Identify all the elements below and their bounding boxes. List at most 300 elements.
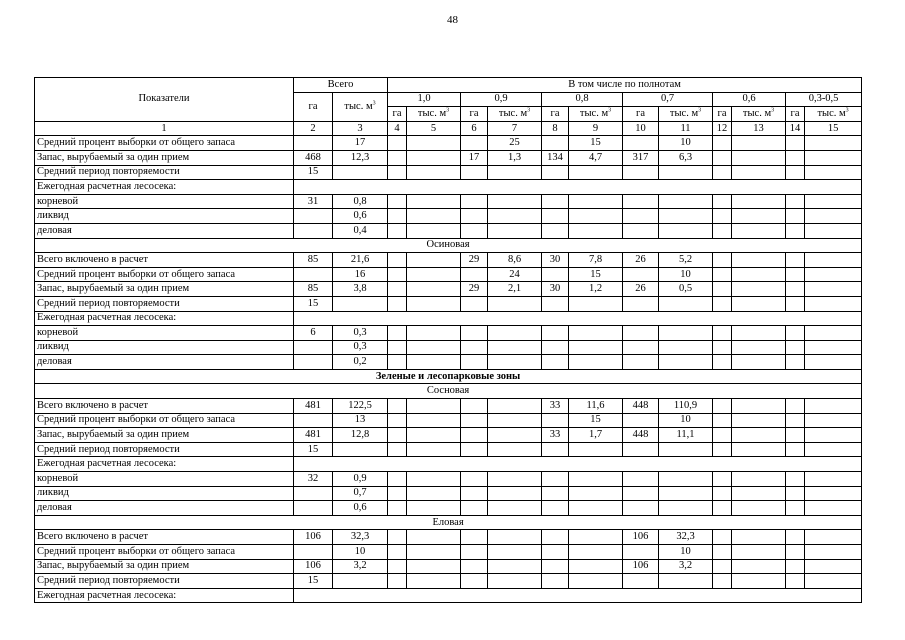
table-cell bbox=[488, 194, 542, 209]
header-density-5: 0,3-0,5 bbox=[786, 92, 862, 107]
table-cell bbox=[805, 442, 862, 457]
column-number: 12 bbox=[713, 121, 732, 136]
row-label: корневой bbox=[35, 194, 294, 209]
table-cell bbox=[569, 223, 623, 238]
table-cell bbox=[805, 209, 862, 224]
table-cell: 3,2 bbox=[333, 559, 388, 574]
table-cell bbox=[805, 574, 862, 589]
table-cell bbox=[542, 267, 569, 282]
table-cell bbox=[388, 442, 407, 457]
table-cell bbox=[732, 472, 786, 487]
table-cell bbox=[461, 355, 488, 370]
row-label: Средний период повторяемости bbox=[35, 442, 294, 457]
table-cell bbox=[461, 194, 488, 209]
table-cell: 3,2 bbox=[659, 559, 713, 574]
table-cell bbox=[805, 486, 862, 501]
table-cell bbox=[294, 223, 333, 238]
table-cell bbox=[805, 253, 862, 268]
table-cell bbox=[732, 267, 786, 282]
column-number: 2 bbox=[294, 121, 333, 136]
table-cell bbox=[333, 165, 388, 180]
table-cell bbox=[732, 136, 786, 151]
table-cell: 448 bbox=[623, 399, 659, 414]
table-cell bbox=[732, 574, 786, 589]
table-cell bbox=[805, 399, 862, 414]
table-cell bbox=[407, 223, 461, 238]
header-density-ths: тыс. $м^3$ bbox=[488, 107, 542, 122]
table-cell bbox=[542, 501, 569, 516]
column-number: 1 bbox=[35, 121, 294, 136]
table-cell bbox=[407, 267, 461, 282]
table-cell: 29 bbox=[461, 253, 488, 268]
row-label: Ежегодная расчетная лесосека: bbox=[35, 180, 294, 195]
column-number: 6 bbox=[461, 121, 488, 136]
table-cell: 15 bbox=[294, 574, 333, 589]
header-density-4: 0,6 bbox=[713, 92, 786, 107]
table-row bbox=[35, 574, 862, 589]
table-cell bbox=[623, 296, 659, 311]
table-cell: 122,5 bbox=[333, 399, 388, 414]
page-number: 48 bbox=[447, 14, 458, 26]
row-label: Всего включено в расчет bbox=[35, 530, 294, 545]
table-cell bbox=[542, 545, 569, 560]
table-cell bbox=[732, 326, 786, 341]
row-label: ликвид bbox=[35, 486, 294, 501]
table-cell bbox=[732, 413, 786, 428]
table-cell bbox=[542, 165, 569, 180]
column-number: 14 bbox=[786, 121, 805, 136]
row-label: Средний процент выборки от общего запаса bbox=[35, 413, 294, 428]
column-number: 7 bbox=[488, 121, 542, 136]
table-cell bbox=[294, 588, 862, 603]
column-number: 8 bbox=[542, 121, 569, 136]
table-cell bbox=[388, 326, 407, 341]
table-cell bbox=[461, 267, 488, 282]
table-cell bbox=[786, 442, 805, 457]
table-cell: 134 bbox=[542, 150, 569, 165]
table-cell bbox=[786, 296, 805, 311]
table-cell bbox=[623, 165, 659, 180]
table-cell bbox=[388, 282, 407, 297]
table-cell bbox=[333, 574, 388, 589]
table-cell bbox=[786, 194, 805, 209]
table-cell bbox=[805, 428, 862, 443]
table-row bbox=[35, 501, 862, 516]
table-cell bbox=[388, 165, 407, 180]
table-cell bbox=[388, 253, 407, 268]
row-label: Ежегодная расчетная лесосека: bbox=[35, 311, 294, 326]
table-cell bbox=[623, 194, 659, 209]
table-cell bbox=[542, 223, 569, 238]
table-cell bbox=[623, 340, 659, 355]
table-cell bbox=[407, 413, 461, 428]
table-cell: 32 bbox=[294, 472, 333, 487]
row-label: Средний процент выборки от общего запаса bbox=[35, 267, 294, 282]
table-row bbox=[35, 209, 862, 224]
table-cell bbox=[732, 209, 786, 224]
row-label: корневой bbox=[35, 472, 294, 487]
table-cell: 15 bbox=[569, 136, 623, 151]
table-cell bbox=[659, 574, 713, 589]
table-cell bbox=[488, 209, 542, 224]
table-cell bbox=[713, 223, 732, 238]
table-cell: 26 bbox=[623, 253, 659, 268]
table-cell bbox=[805, 267, 862, 282]
table-cell bbox=[461, 165, 488, 180]
table-cell bbox=[407, 530, 461, 545]
header-total: Всего bbox=[294, 78, 388, 93]
row-label: деловая bbox=[35, 223, 294, 238]
table-cell bbox=[388, 267, 407, 282]
table-cell bbox=[388, 355, 407, 370]
table-cell bbox=[488, 355, 542, 370]
table-cell: 7,8 bbox=[569, 253, 623, 268]
table-cell bbox=[623, 413, 659, 428]
table-cell bbox=[407, 472, 461, 487]
table-cell bbox=[407, 136, 461, 151]
table-cell bbox=[786, 355, 805, 370]
table-cell bbox=[294, 545, 333, 560]
table-cell: 15 bbox=[294, 296, 333, 311]
header-density-3: 0,7 bbox=[623, 92, 713, 107]
table-cell: 0,6 bbox=[333, 209, 388, 224]
row-label: Всего включено в расчет bbox=[35, 253, 294, 268]
table-cell bbox=[488, 340, 542, 355]
section-heading: Еловая bbox=[35, 515, 862, 530]
table-cell bbox=[388, 209, 407, 224]
table-cell bbox=[388, 559, 407, 574]
table-row bbox=[35, 486, 862, 501]
table-cell bbox=[294, 267, 333, 282]
row-label: Ежегодная расчетная лесосека: bbox=[35, 457, 294, 472]
table-cell bbox=[461, 501, 488, 516]
table-cell bbox=[388, 472, 407, 487]
table-cell bbox=[388, 428, 407, 443]
table-cell bbox=[659, 355, 713, 370]
table-cell bbox=[786, 428, 805, 443]
column-number: 4 bbox=[388, 121, 407, 136]
table-cell bbox=[805, 530, 862, 545]
table-cell bbox=[623, 326, 659, 341]
header-density-ths: тыс. $м^3$ bbox=[659, 107, 713, 122]
table-cell bbox=[805, 282, 862, 297]
table-cell bbox=[461, 296, 488, 311]
header-density-ths: тыс. $м^3$ bbox=[569, 107, 623, 122]
table-cell: 0,3 bbox=[333, 340, 388, 355]
table-cell bbox=[623, 545, 659, 560]
table-cell bbox=[388, 501, 407, 516]
table-cell: 1,3 bbox=[488, 150, 542, 165]
table-cell bbox=[805, 223, 862, 238]
column-number: 11 bbox=[659, 121, 713, 136]
header-density-1: 0,9 bbox=[461, 92, 542, 107]
table-cell bbox=[407, 399, 461, 414]
section-heading: Сосновая bbox=[35, 384, 862, 399]
table-cell bbox=[488, 326, 542, 341]
table-cell: 0,7 bbox=[333, 486, 388, 501]
table-cell bbox=[388, 486, 407, 501]
table-cell bbox=[407, 501, 461, 516]
table-cell bbox=[786, 267, 805, 282]
table-cell bbox=[542, 209, 569, 224]
table-cell bbox=[388, 399, 407, 414]
table-cell bbox=[732, 501, 786, 516]
table-cell bbox=[388, 136, 407, 151]
table-cell: 11,6 bbox=[569, 399, 623, 414]
table-cell bbox=[569, 486, 623, 501]
table-cell bbox=[713, 428, 732, 443]
table-row bbox=[35, 282, 862, 297]
table-cell bbox=[713, 194, 732, 209]
table-cell: 106 bbox=[623, 530, 659, 545]
header-total-ha: га bbox=[294, 92, 333, 121]
row-label: ликвид bbox=[35, 209, 294, 224]
table-cell bbox=[569, 194, 623, 209]
table-cell bbox=[732, 559, 786, 574]
header-density-ha: га bbox=[542, 107, 569, 122]
table-cell bbox=[542, 442, 569, 457]
table-cell bbox=[786, 559, 805, 574]
header-density-2: 0,8 bbox=[542, 92, 623, 107]
table-cell bbox=[407, 355, 461, 370]
table-cell bbox=[713, 399, 732, 414]
table-cell bbox=[461, 545, 488, 560]
row-label: ликвид bbox=[35, 340, 294, 355]
table-cell: 10 bbox=[333, 545, 388, 560]
table-cell bbox=[805, 413, 862, 428]
table-cell bbox=[713, 282, 732, 297]
table-cell bbox=[542, 136, 569, 151]
table-cell bbox=[659, 486, 713, 501]
table-cell bbox=[294, 209, 333, 224]
table-cell bbox=[659, 223, 713, 238]
table-cell: 10 bbox=[659, 413, 713, 428]
table-cell bbox=[388, 340, 407, 355]
table-cell bbox=[388, 296, 407, 311]
table-cell bbox=[488, 472, 542, 487]
table-cell bbox=[713, 442, 732, 457]
table-cell bbox=[569, 340, 623, 355]
table-cell: 33 bbox=[542, 428, 569, 443]
table-cell bbox=[713, 355, 732, 370]
table-cell: 1,2 bbox=[569, 282, 623, 297]
table-cell bbox=[461, 413, 488, 428]
table-cell bbox=[388, 150, 407, 165]
section-heading: Осиновая bbox=[35, 238, 862, 253]
header-density-ha: га bbox=[713, 107, 732, 122]
table-cell bbox=[407, 326, 461, 341]
table-row bbox=[35, 267, 862, 282]
table-row bbox=[35, 253, 862, 268]
table-cell bbox=[488, 223, 542, 238]
table-cell: 0,2 bbox=[333, 355, 388, 370]
table-cell bbox=[786, 574, 805, 589]
table-cell bbox=[542, 472, 569, 487]
table-cell: 12,8 bbox=[333, 428, 388, 443]
table-cell bbox=[805, 559, 862, 574]
column-number: 9 bbox=[569, 121, 623, 136]
table-cell bbox=[732, 150, 786, 165]
table-cell bbox=[732, 428, 786, 443]
table-cell bbox=[294, 136, 333, 151]
table-cell bbox=[786, 150, 805, 165]
row-label: деловая bbox=[35, 501, 294, 516]
table-cell bbox=[623, 486, 659, 501]
table-cell bbox=[713, 472, 732, 487]
table-cell bbox=[713, 574, 732, 589]
table-row bbox=[35, 457, 862, 472]
table-cell bbox=[488, 545, 542, 560]
table-cell: 11,1 bbox=[659, 428, 713, 443]
header-density-0: 1,0 bbox=[388, 92, 461, 107]
table-cell bbox=[713, 501, 732, 516]
table-cell bbox=[294, 457, 862, 472]
table-cell bbox=[488, 413, 542, 428]
table-row bbox=[35, 223, 862, 238]
table-cell bbox=[659, 209, 713, 224]
table-cell bbox=[786, 326, 805, 341]
table-cell bbox=[461, 530, 488, 545]
table-row bbox=[35, 428, 862, 443]
table-cell bbox=[659, 165, 713, 180]
table-header bbox=[35, 78, 862, 136]
table-cell bbox=[569, 326, 623, 341]
row-label: Ежегодная расчетная лесосека: bbox=[35, 588, 294, 603]
table-cell bbox=[407, 486, 461, 501]
table-cell bbox=[713, 545, 732, 560]
table-cell bbox=[407, 150, 461, 165]
table-cell: 32,3 bbox=[333, 530, 388, 545]
table-cell: 30 bbox=[542, 282, 569, 297]
table-cell: 8,6 bbox=[488, 253, 542, 268]
forest-yield-table bbox=[34, 77, 862, 603]
column-number: 5 bbox=[407, 121, 461, 136]
table-cell: 24 bbox=[488, 267, 542, 282]
table-cell bbox=[461, 428, 488, 443]
table-cell bbox=[488, 486, 542, 501]
table-cell bbox=[461, 340, 488, 355]
table-cell: 0,5 bbox=[659, 282, 713, 297]
table-cell bbox=[407, 442, 461, 457]
table-cell: 17 bbox=[333, 136, 388, 151]
table-cell bbox=[388, 545, 407, 560]
table-cell bbox=[569, 442, 623, 457]
table-cell bbox=[461, 442, 488, 457]
table-cell bbox=[569, 501, 623, 516]
table-row bbox=[35, 369, 862, 384]
table-row bbox=[35, 136, 862, 151]
table-cell: 30 bbox=[542, 253, 569, 268]
row-label: Средний процент выборки от общего запаса bbox=[35, 545, 294, 560]
table-cell bbox=[569, 545, 623, 560]
table-cell bbox=[542, 355, 569, 370]
table-cell bbox=[407, 165, 461, 180]
table-cell bbox=[786, 472, 805, 487]
table-cell bbox=[294, 501, 333, 516]
table-cell bbox=[388, 194, 407, 209]
header-density-ths: тыс. $м^3$ bbox=[407, 107, 461, 122]
table-cell bbox=[713, 340, 732, 355]
table-cell: 0,8 bbox=[333, 194, 388, 209]
table-cell bbox=[786, 340, 805, 355]
table-cell: 25 bbox=[488, 136, 542, 151]
column-number: 13 bbox=[732, 121, 786, 136]
table-cell bbox=[805, 472, 862, 487]
table-cell bbox=[488, 501, 542, 516]
table-cell bbox=[407, 253, 461, 268]
table-cell: 17 bbox=[461, 150, 488, 165]
table-row bbox=[35, 399, 862, 414]
table-cell bbox=[713, 296, 732, 311]
table-cell bbox=[732, 194, 786, 209]
table-row bbox=[35, 326, 862, 341]
table-cell bbox=[488, 559, 542, 574]
row-label: Всего включено в расчет bbox=[35, 399, 294, 414]
table-cell bbox=[294, 180, 862, 195]
table-cell bbox=[786, 165, 805, 180]
table-cell bbox=[461, 399, 488, 414]
table-cell bbox=[569, 355, 623, 370]
table-cell: 1,7 bbox=[569, 428, 623, 443]
table-cell bbox=[461, 574, 488, 589]
header-density-ha: га bbox=[461, 107, 488, 122]
table-cell bbox=[713, 165, 732, 180]
table-cell bbox=[659, 194, 713, 209]
table-cell bbox=[294, 311, 862, 326]
row-label: корневой bbox=[35, 326, 294, 341]
table-cell bbox=[732, 223, 786, 238]
row-label: Запас, вырубаемый за один прием bbox=[35, 150, 294, 165]
row-label: Средний период повторяемости bbox=[35, 296, 294, 311]
table-cell bbox=[407, 574, 461, 589]
table-cell bbox=[805, 296, 862, 311]
header-total-ths: тыс. $м^3$ bbox=[333, 92, 388, 121]
table-cell: 85 bbox=[294, 253, 333, 268]
table-cell bbox=[542, 340, 569, 355]
table-cell bbox=[786, 253, 805, 268]
header-density-ha: га bbox=[623, 107, 659, 122]
table-cell bbox=[294, 413, 333, 428]
table-cell bbox=[659, 296, 713, 311]
table-cell bbox=[786, 136, 805, 151]
column-number: 15 bbox=[805, 121, 862, 136]
table-row bbox=[35, 355, 862, 370]
row-label: Запас, вырубаемый за один прием bbox=[35, 282, 294, 297]
table-cell bbox=[569, 472, 623, 487]
table-row bbox=[35, 472, 862, 487]
table-row bbox=[35, 442, 862, 457]
table-cell bbox=[623, 209, 659, 224]
table-cell bbox=[461, 559, 488, 574]
table-cell bbox=[569, 574, 623, 589]
table-cell bbox=[805, 165, 862, 180]
table-cell bbox=[488, 530, 542, 545]
row-label: Запас, вырубаемый за один прием bbox=[35, 428, 294, 443]
table-cell bbox=[732, 530, 786, 545]
table-cell bbox=[732, 355, 786, 370]
table-cell bbox=[732, 486, 786, 501]
table-cell bbox=[461, 486, 488, 501]
table-cell: 10 bbox=[659, 136, 713, 151]
table-cell: 110,9 bbox=[659, 399, 713, 414]
table-cell bbox=[805, 545, 862, 560]
table-cell bbox=[407, 194, 461, 209]
table-row bbox=[35, 340, 862, 355]
table-cell bbox=[488, 165, 542, 180]
table-row bbox=[35, 384, 862, 399]
table-cell bbox=[786, 413, 805, 428]
table-cell: 2,1 bbox=[488, 282, 542, 297]
